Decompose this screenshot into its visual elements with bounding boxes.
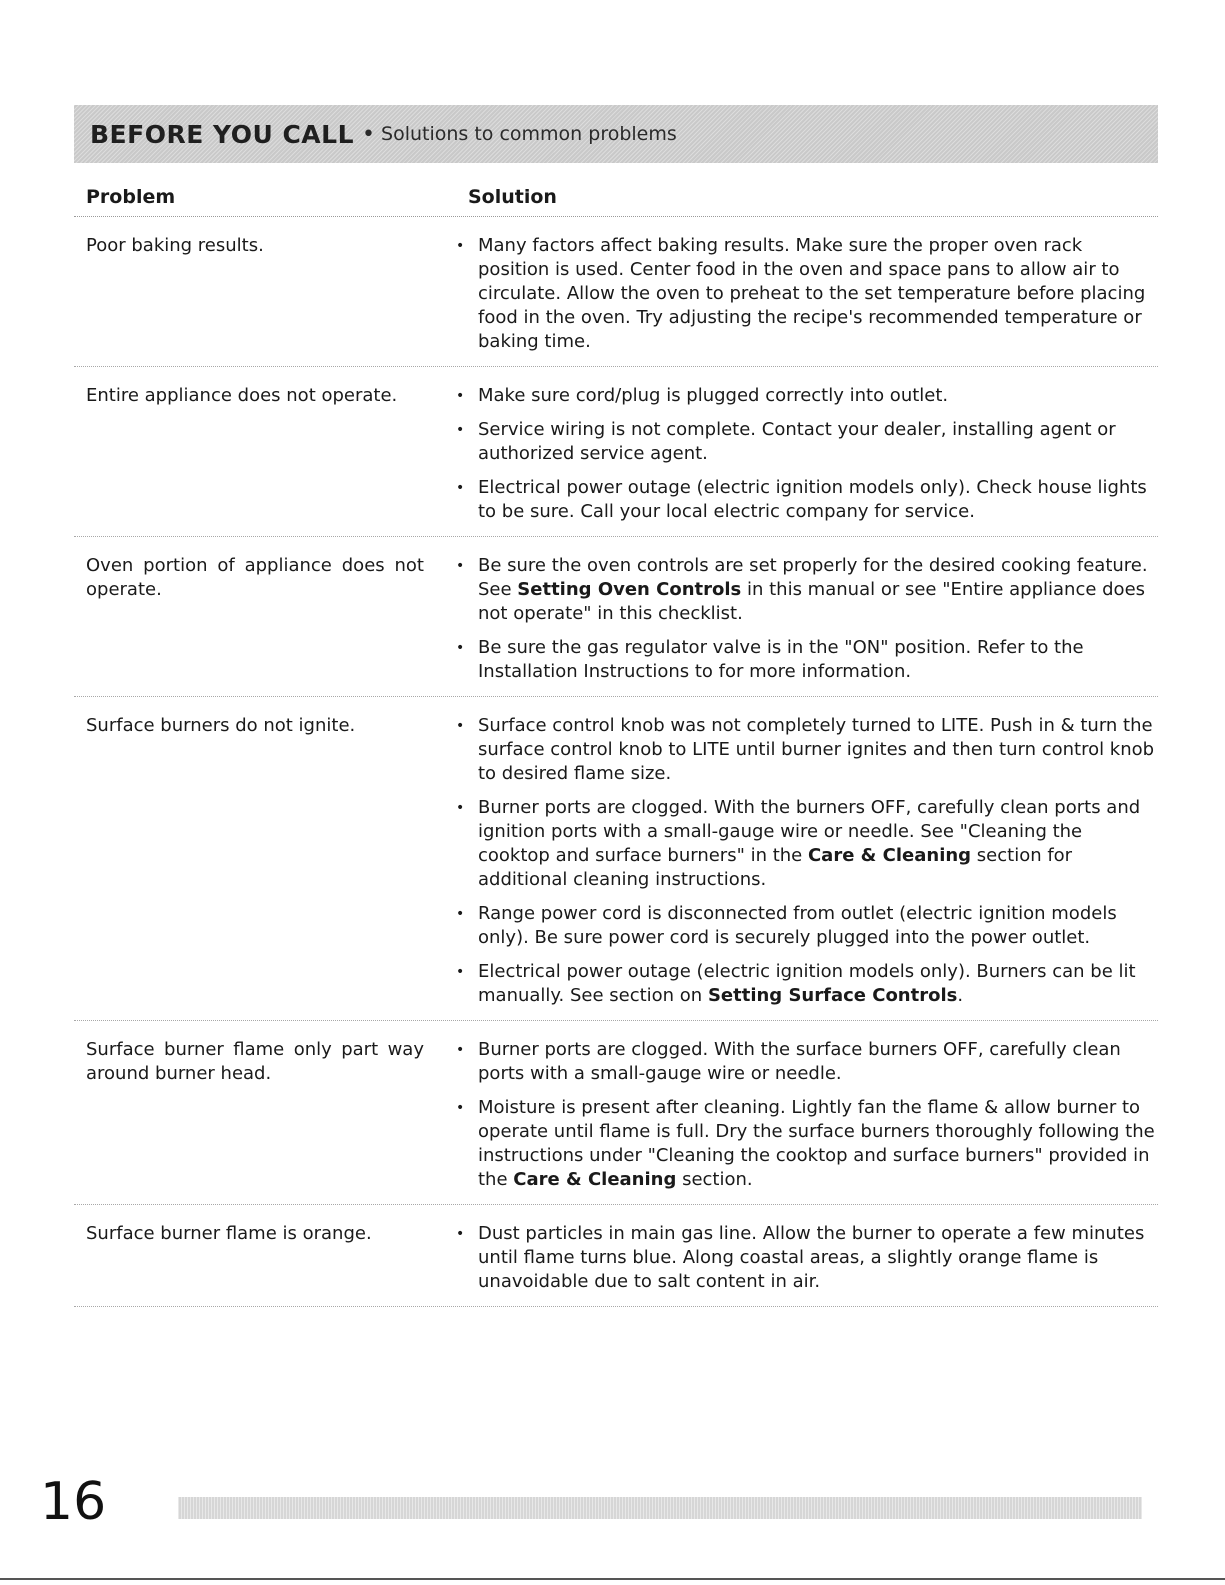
problem-text: Entire appliance does not operate. xyxy=(86,385,398,406)
solution-column-header: Solution xyxy=(468,186,557,208)
section-reference: Care & Cleaning xyxy=(807,845,972,866)
solution-item xyxy=(456,796,1156,892)
solution-text: Electrical power outage (electric ignition models only). Burners can be lit manually. See section on xyxy=(478,961,1136,1006)
solution-item xyxy=(456,960,1156,1008)
problem-text: Oven portion of appliance does not operate. xyxy=(86,555,424,600)
solution-text: . xyxy=(957,985,964,1006)
solution-text: section for additional cleaning instructions. xyxy=(478,845,1073,890)
page-number: 16 xyxy=(40,1472,107,1532)
table-row xyxy=(74,217,1158,367)
solution-text: Service wiring is not complete. Contact your dealer, installing agent or authorized service agent. xyxy=(478,419,1116,464)
problem-text: Surface burner flame only part way around burner head. xyxy=(86,1039,424,1084)
table-row xyxy=(74,697,1158,1021)
solution-text: Electrical power outage (electric ignition models only). Check house lights to be sure. Call your local electric company for service. xyxy=(478,477,1147,522)
solution-list xyxy=(456,554,1156,684)
banner-title: BEFORE YOU CALL xyxy=(90,119,355,149)
solution-list xyxy=(456,384,1156,524)
solution-item xyxy=(456,234,1156,354)
solution-item xyxy=(456,714,1156,786)
page-bottom-rule xyxy=(0,1578,1225,1580)
bullet-icon: • xyxy=(456,1042,465,1058)
section-reference: Care & Cleaning xyxy=(513,1169,677,1190)
bullet-icon: • xyxy=(456,718,465,734)
solution-text: Burner ports are clogged. With the burners OFF, carefully clean ports and ignition ports with a small-gauge wire or needle. See "Cleaning the cooktop and surface burners" in the xyxy=(478,797,1141,866)
table-row xyxy=(74,537,1158,697)
bullet-icon: • xyxy=(456,388,465,404)
solution-item xyxy=(456,636,1156,684)
table-row xyxy=(74,367,1158,537)
bullet-icon: • xyxy=(456,906,465,922)
solution-text: Dust particles in main gas line. Allow the burner to operate a few minutes until flame turns blue. Along coastal areas, a slightly orange flame is unavoidable due to salt content in air. xyxy=(478,1223,1145,1292)
problem-text: Surface burners do not ignite. xyxy=(86,715,356,736)
problem-text: Poor baking results. xyxy=(86,235,264,256)
solution-text: Surface control knob was not completely turned to LITE. Push in & turn the surface control knob to LITE until burner ignites and then turn control knob to desired flame size. xyxy=(478,715,1155,784)
bullet-icon: • xyxy=(456,558,465,574)
solution-item xyxy=(456,1222,1156,1294)
table-row xyxy=(74,1021,1158,1205)
solution-text: section. xyxy=(676,1169,753,1190)
solution-text: Range power cord is disconnected from outlet (electric ignition models only). Be sure power cord is securely plugged into the power outlet. xyxy=(478,903,1117,948)
solution-item xyxy=(456,1096,1156,1192)
footer-bar xyxy=(178,1497,1142,1519)
section-reference: Setting Oven Controls xyxy=(517,579,742,600)
bullet-icon: • xyxy=(456,422,465,438)
bullet-icon: • xyxy=(456,1100,465,1116)
solution-list xyxy=(456,714,1156,1008)
solution-text: Make sure cord/plug is plugged correctly into outlet. xyxy=(478,385,949,406)
solution-text: Burner ports are clogged. With the surface burners OFF, carefully clean ports with a small-gauge wire or needle. xyxy=(478,1039,1121,1084)
solution-list xyxy=(456,234,1156,354)
bullet-icon: • xyxy=(456,964,465,980)
section-banner xyxy=(74,105,1158,163)
solution-list xyxy=(456,1222,1156,1294)
problem-column-header: Problem xyxy=(86,186,176,208)
solution-text: Many factors affect baking results. Make sure the proper oven rack position is used. Center food in the oven and space pans to allow air to circulate. Allow the oven to preheat to the set temperature before placing food in the oven. Try adjusting the recipe's recommended temperature or baking time. xyxy=(478,235,1146,352)
banner-subtitle: Solutions to common problems xyxy=(381,123,677,145)
problem-text: Surface burner flame is orange. xyxy=(86,1223,372,1244)
banner-separator: • xyxy=(362,121,376,147)
table-row xyxy=(74,1205,1158,1307)
solution-list xyxy=(456,1038,1156,1192)
bullet-icon: • xyxy=(456,238,465,254)
solution-item xyxy=(456,554,1156,626)
bullet-icon: • xyxy=(456,640,465,656)
solution-item xyxy=(456,384,1156,408)
section-reference: Setting Surface Controls xyxy=(707,985,958,1006)
bullet-icon: • xyxy=(456,1226,465,1242)
troubleshooting-table xyxy=(74,217,1158,1307)
solution-item xyxy=(456,902,1156,950)
solution-item xyxy=(456,418,1156,466)
solution-item xyxy=(456,1038,1156,1086)
table-header xyxy=(74,184,1158,217)
solution-item xyxy=(456,476,1156,524)
solution-text: in this manual or see "Entire appliance does not operate" in this checklist. xyxy=(478,579,1146,624)
bullet-icon: • xyxy=(456,800,465,816)
solution-text: Be sure the oven controls are set properly for the desired cooking feature. See xyxy=(478,555,1148,600)
solution-text: Moisture is present after cleaning. Lightly fan the flame & allow burner to operate until flame is full. Dry the surface burners thoroughly following the instructions under "Cleaning the cooktop and surface burners" provided in the xyxy=(478,1097,1155,1190)
bullet-icon: • xyxy=(456,480,465,496)
solution-text: Be sure the gas regulator valve is in the "ON" position. Refer to the Installation Instructions to for more information. xyxy=(478,637,1084,682)
